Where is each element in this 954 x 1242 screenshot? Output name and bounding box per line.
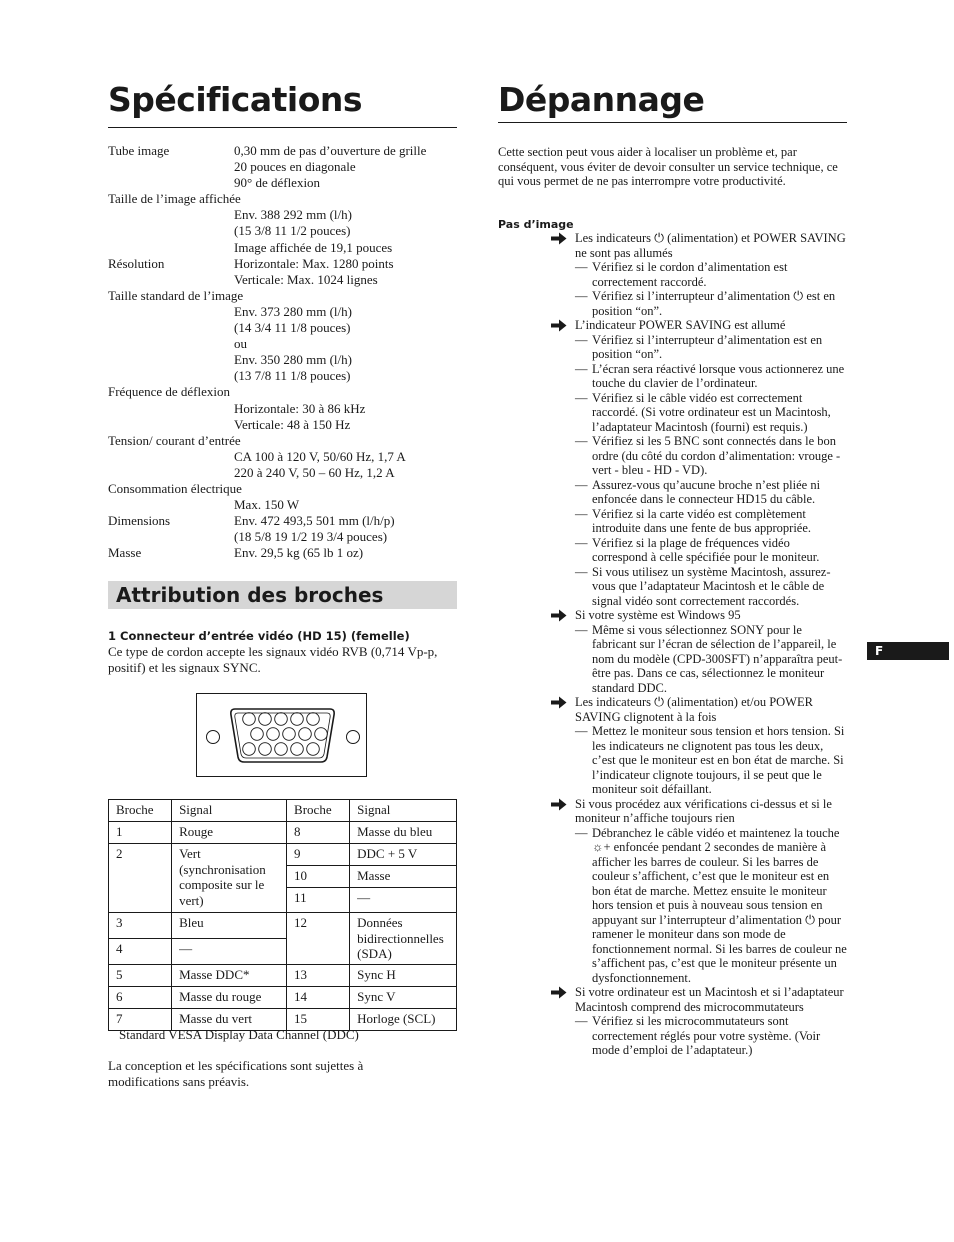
pin-signal: Sync H <box>350 964 457 986</box>
pin-number: 2 <box>109 844 172 913</box>
check-text: Vérifiez si le cordon d’alimentation est correctement raccordé. <box>592 260 788 289</box>
header-pin-right: Broche <box>287 800 350 822</box>
arrow-right-icon <box>551 609 567 622</box>
check-text: Vérifiez si la plage de fréquences vidéo correspond à celle spécifiée pour le moniteur. <box>592 535 820 564</box>
pin-signal: Masse DDC* <box>172 964 287 986</box>
spec-value: (14 3/4 11 1/8 pouces) <box>234 320 351 336</box>
table-row <box>109 964 457 986</box>
symptom-heading <box>498 608 847 623</box>
symptom-heading <box>498 797 847 826</box>
header-pin-left: Broche <box>109 800 172 822</box>
dash-bullet: — <box>575 564 588 579</box>
spec-value: Env. 373 280 mm (l/h) <box>234 303 352 319</box>
symptom-heading <box>498 695 847 724</box>
pin-signal: Vert (synchronisation composite sur le vert) <box>172 844 287 913</box>
spec-row <box>108 529 457 545</box>
spec-row <box>108 481 457 497</box>
arrow-right-icon <box>551 696 567 709</box>
spec-value: 20 pouces en diagonale <box>234 159 356 175</box>
spec-value: Env. 388 292 mm (l/h) <box>234 207 352 223</box>
arrow-right-icon <box>551 798 567 811</box>
spec-row <box>108 417 457 433</box>
pin-number: 15 <box>287 1008 350 1030</box>
spec-row <box>108 256 457 272</box>
symptom-text: Si vous procédez aux vérifications ci-dessus et si le moniteur n’affiche toujours rien <box>575 796 832 825</box>
spec-value: Env. 350 280 mm (l/h) <box>234 352 352 368</box>
spec-row <box>108 320 457 336</box>
pin-signal: — <box>350 888 457 913</box>
spec-row <box>108 191 457 207</box>
dash-bullet: — <box>575 622 588 637</box>
spec-value: 0,30 mm de pas d’ouverture de grille <box>234 143 427 158</box>
dash-bullet: — <box>575 361 588 376</box>
spec-value: ou <box>234 336 247 352</box>
pin-signal: Données bidirectionnelles (SDA) <box>350 913 457 965</box>
dash-bullet: — <box>575 506 588 521</box>
spec-value: Horizontale: 30 à 86 kHz <box>234 400 366 416</box>
spec-row <box>108 336 457 352</box>
spec-value: (13 7/8 11 1/8 pouces) <box>234 368 351 384</box>
spec-value: Image affichée de 19,1 pouces <box>234 239 393 255</box>
pin-number: 13 <box>287 964 350 986</box>
spec-label: Masse <box>108 545 142 561</box>
check-text: Vérifiez si les microcommutateurs sont correctement réglés pour votre système. (Voir mode d’emploi de l’adaptateur.) <box>592 1014 821 1057</box>
symptom-heading <box>498 985 847 1014</box>
spec-row <box>108 240 457 256</box>
spec-value: Max. 150 W <box>234 497 300 513</box>
spec-row <box>108 545 457 561</box>
spec-value: 220 à 240 V, 50 – 60 Hz, 1,2 A <box>234 464 395 480</box>
spec-row <box>108 352 457 368</box>
spec-label: Taille de l’image affichée <box>108 191 241 207</box>
symptom-text: Si votre ordinateur est un Macintosh et si l’adaptateur Macintosh comprend des microcommutateurs <box>575 985 844 1014</box>
header-signal-right: Signal <box>350 800 457 822</box>
pin-signal: Masse <box>350 866 457 888</box>
spec-label: Tube image <box>108 143 170 158</box>
pin-signal: Masse du vert <box>172 1008 287 1030</box>
pin-number: 14 <box>287 986 350 1008</box>
hd15-connector-icon <box>197 694 365 775</box>
arrow-right-icon <box>551 319 567 332</box>
check-item <box>498 434 847 478</box>
table-row <box>109 913 457 939</box>
pin-signal: — <box>172 938 287 964</box>
dash-bullet: — <box>575 390 588 405</box>
spec-row <box>108 143 457 159</box>
spec-value: 90° de déflexion <box>234 175 321 191</box>
check-item <box>498 478 847 507</box>
spec-label: Consommation électrique <box>108 480 242 496</box>
spec-row <box>108 465 457 481</box>
pin-signal: Bleu <box>172 913 287 939</box>
header-signal-left: Signal <box>172 800 287 822</box>
pin-number: 8 <box>287 822 350 844</box>
check-item <box>498 826 847 986</box>
spec-row <box>108 175 457 191</box>
dash-bullet: — <box>575 535 588 550</box>
spec-label: Fréquence de déflexion <box>108 384 231 400</box>
check-item <box>498 536 847 565</box>
pin-number: 11 <box>287 888 350 913</box>
dash-bullet: — <box>575 825 588 840</box>
check-text: Si vous utilisez un système Macintosh, assurez-vous que l’adaptateur Macintosh et le câble de signal vidéo sont correctement raccordés. <box>592 564 831 608</box>
troubleshooting-title: Dépannage <box>498 80 705 119</box>
no-picture-heading: Pas d’image <box>498 218 574 231</box>
check-item <box>498 623 847 696</box>
pin-signal: Masse du bleu <box>350 822 457 844</box>
connector-heading: 1 Connecteur d’entrée vidéo (HD 15) (femelle) <box>108 629 410 643</box>
pin-signal: Masse du rouge <box>172 986 287 1008</box>
spec-row <box>108 368 457 384</box>
spec-label: Résolution <box>108 255 165 271</box>
check-item <box>498 391 847 435</box>
spec-value: Verticale: Max. 1024 lignes <box>234 271 378 287</box>
arrow-right-icon <box>551 232 567 245</box>
pin-number: 6 <box>109 986 172 1008</box>
check-text: Vérifiez si les 5 BNC sont connectés dans le bon ordre (du côté du cordon d’alimentation: vrouge - vert - bleu - HD - VD). <box>592 434 841 477</box>
symptom-text: L’indicateur POWER SAVING est allumé <box>575 318 786 332</box>
spec-row <box>108 497 457 513</box>
dash-bullet: — <box>575 1014 588 1028</box>
check-item <box>498 333 847 362</box>
hd15-connector-diagram <box>196 693 367 777</box>
spec-list <box>108 143 457 561</box>
check-text: Vérifiez si l’interrupteur d’alimentation est en position “on”. <box>592 332 823 361</box>
spec-row <box>108 223 457 239</box>
pin-signal: DDC + 5 V <box>350 844 457 866</box>
specifications-disclaimer: La conception et les spécifications sont sujettes à modifications sans préavis. <box>108 1058 364 1089</box>
spec-row <box>108 449 457 465</box>
pin-number: 3 <box>109 913 172 939</box>
spec-label: Taille standard de l’image <box>108 287 244 303</box>
table-row <box>109 822 457 844</box>
spec-row <box>108 384 457 400</box>
spec-value: Env. 472 493,5 501 mm (l/h/p) <box>234 513 395 529</box>
check-text: Mettez le moniteur sous tension et hors tension. Si les indicateurs ne clignotent pas tous les deux, c’est que le moniteur est en bon état de marche. Si l’indicateur clignote toujours, il se peut que le moniteur soit défaillant. <box>592 724 845 796</box>
connector-description: Ce type de cordon accepte les signaux vidéo RVB (0,714 Vp-p, positif) et les signaux SYNC. <box>108 644 438 675</box>
pin-signal: Horloge (SCL) <box>350 1008 457 1030</box>
check-item <box>498 1014 847 1058</box>
dash-bullet: — <box>575 477 588 492</box>
check-item <box>498 362 847 391</box>
check-text: Vérifiez si la carte vidéo est complètement introduite dans une fente de bus appropriée. <box>592 506 812 535</box>
check-text: Assurez-vous qu’aucune broche n’est pliée ni enfoncée dans le connecteur HD15 du câble. <box>592 477 821 506</box>
spec-row <box>108 433 457 449</box>
pin-number: 7 <box>109 1008 172 1030</box>
check-item <box>498 260 847 289</box>
check-text: Débranchez le câble vidéo et maintenez la touche ☼+ enfoncée pendant 2 secondes de manière à afficher les barres de couleur. Si les barres de couleur s’affichent, c’est que le moniteur est en bon état de marche. Mettez ensuite le moniteur hors tension et puis à nouveau sous tension en appuyant sur l’interrupteur d’alimentation ⏻ pour ramener le moniteur dans son mode de fonctionnement normal. Si les barres de couleur ne s’affichent pas, c’est que le moniteur présente un dysfonctionnement. <box>592 825 847 985</box>
pin-number: 9 <box>287 844 350 866</box>
pin-number: 1 <box>109 822 172 844</box>
table-row <box>109 844 457 866</box>
dash-bullet: — <box>575 289 588 303</box>
pin-assignment-band <box>108 581 457 609</box>
spec-row <box>108 304 457 320</box>
pin-number: 12 <box>287 913 350 965</box>
spec-row <box>108 513 457 529</box>
pin-table <box>108 799 457 1031</box>
check-text: Vérifiez si l’interrupteur d’alimentation ⏻ est en position “on”. <box>592 289 836 318</box>
spec-label: Tension/ courant d’entrée <box>108 432 241 448</box>
spec-row <box>108 401 457 417</box>
check-text: L’écran sera réactivé lorsque vous actionnerez une touche du clavier de l’ordinateur. <box>592 361 845 390</box>
pin-number: 10 <box>287 866 350 888</box>
arrow-right-icon <box>551 986 567 999</box>
troubleshooting-intro: Cette section peut vous aider à localiser un problème et, par conséquent, vous éviter de devoir consulter un service technique, ce qui vous permet de ne pas interrompre votre productivité. <box>498 145 838 188</box>
pin-signal: Sync V <box>350 986 457 1008</box>
dash-bullet: — <box>575 332 588 347</box>
symptom-text: Si votre système est Windows 95 <box>575 608 741 622</box>
pin-signal: Rouge <box>172 822 287 844</box>
check-text: Même si vous sélectionnez SONY pour le fabricant sur l’écran de sélection de l’appareil, le nom du modèle (CPD-300SFT) n’apparaîtra peut-être pas. Dans ce cas, sélectionnez le moniteur standard DDC. <box>592 622 843 695</box>
symptom-heading <box>498 318 847 333</box>
pin-number: 4 <box>109 938 172 964</box>
specifications-title: Spécifications <box>108 80 363 119</box>
check-text: Vérifiez si le câble vidéo est correctement raccordé. (Si votre ordinateur est un Macintosh, l’adaptateur Macintosh (fourni) est requis.) <box>592 390 831 434</box>
spec-value: Env. 29,5 kg (65 lb 1 oz) <box>234 545 364 561</box>
troubleshooting-list <box>498 231 847 1058</box>
symptom-heading <box>498 231 847 260</box>
symptom-text: Les indicateurs ⏻ (alimentation) et POWER SAVING ne sont pas allumés <box>575 231 846 260</box>
check-item <box>498 289 847 318</box>
check-item <box>498 565 847 609</box>
spec-value: Verticale: 48 à 150 Hz <box>234 416 351 432</box>
table-row <box>109 986 457 1008</box>
title-rule <box>498 122 847 123</box>
dash-bullet: — <box>575 724 588 738</box>
spec-value: CA 100 à 120 V, 50/60 Hz, 1,7 A <box>234 448 406 464</box>
spec-row <box>108 207 457 223</box>
pin-number: 5 <box>109 964 172 986</box>
ddc-footnote: Standard VESA Display Data Channel (DDC) <box>119 1027 359 1042</box>
spec-row <box>108 159 457 175</box>
symptom-text: Les indicateurs ⏻ (alimentation) et/ou POWER SAVING clignotent à la fois <box>575 695 813 724</box>
spec-value: (18 5/8 19 1/2 19 3/4 pouces) <box>234 529 388 545</box>
check-item <box>498 724 847 797</box>
spec-value: Horizontale: Max. 1280 points <box>234 255 394 271</box>
spec-label: Dimensions <box>108 513 171 529</box>
spec-value: (15 3/8 11 1/2 pouces) <box>234 223 351 239</box>
dash-bullet: — <box>575 260 588 274</box>
pin-assignment-title: Attribution des broches <box>116 583 384 607</box>
spec-row <box>108 272 457 288</box>
title-rule <box>108 127 457 128</box>
pin-table-header <box>109 800 457 822</box>
spec-row <box>108 288 457 304</box>
check-item <box>498 507 847 536</box>
language-tab: F <box>867 642 949 660</box>
dash-bullet: — <box>575 434 588 448</box>
